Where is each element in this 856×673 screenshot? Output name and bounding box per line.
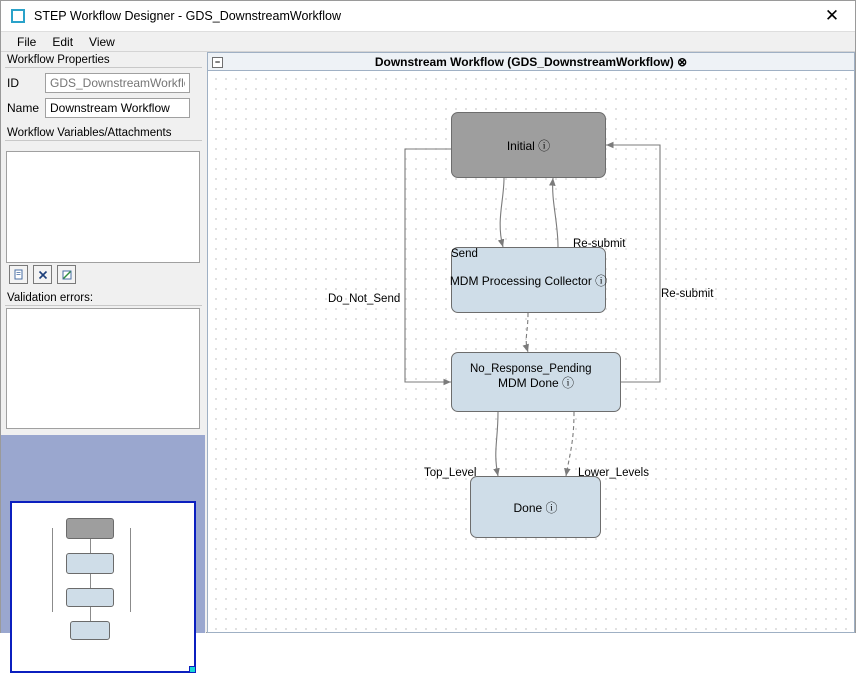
window-title: STEP Workflow Designer - GDS_DownstreamWorkflow (34, 9, 342, 23)
edit-variable-button[interactable] (57, 265, 76, 284)
menu-edit[interactable]: Edit (52, 34, 74, 49)
node-initial[interactable]: Initial ⓘ (451, 112, 606, 178)
overview-edge-2 (90, 574, 91, 588)
canvas-header (207, 52, 855, 71)
edge-label-no-response-pending: No_Response_Pending (470, 363, 592, 375)
app-window-icon (11, 9, 25, 23)
delete-variable-button[interactable] (33, 265, 52, 284)
overview-node-initial (66, 518, 114, 539)
left-panel (1, 52, 206, 633)
properties-divider (5, 67, 202, 68)
menu-bar (1, 32, 855, 52)
name-row (7, 98, 206, 118)
workflow-overview[interactable] (1, 435, 205, 633)
id-row (7, 73, 206, 93)
menu-file[interactable]: File (17, 34, 37, 49)
id-input[interactable] (45, 73, 190, 93)
id-label: ID (7, 76, 19, 90)
close-x-icon (37, 269, 49, 281)
overview-edge-1 (90, 539, 91, 553)
edge-label-resubmit-outer: Re-submit (661, 288, 714, 300)
menu-view[interactable]: View (89, 34, 115, 49)
overview-node-done (70, 621, 110, 640)
edit-pencil-icon (61, 269, 73, 281)
edge-label-top-level: Top_Level (424, 467, 477, 479)
overview-node-mdm-processing (66, 553, 114, 574)
overview-edge-right (130, 528, 131, 612)
edge-label-send: Send (451, 248, 478, 260)
variables-toolbar (9, 265, 76, 284)
validation-errors-title: Validation errors: (7, 292, 94, 304)
canvas-body[interactable] (207, 71, 855, 633)
workflow-properties-title: Workflow Properties (7, 54, 110, 66)
edge-label-lower-levels: Lower_Levels (578, 467, 649, 479)
edge-label-do-not-send: Do_Not_Send (328, 293, 401, 305)
workflow-canvas (207, 52, 855, 633)
name-input[interactable] (45, 98, 190, 118)
edge-label-resubmit-inner: Re-submit (573, 238, 626, 250)
node-mdm-processing-collector[interactable]: MDM Processing Collector ⓘ (451, 247, 606, 313)
title-bar (1, 1, 855, 32)
overview-edge-3 (90, 607, 91, 621)
canvas-title: Downstream Workflow (GDS_DownstreamWorkflow) ⊗ (374, 54, 688, 69)
overview-edge-left (52, 528, 53, 612)
overview-node-mdm-done (66, 588, 114, 607)
overview-resize-handle[interactable] (189, 666, 196, 673)
node-mdm-done[interactable]: MDM Done ⓘ (451, 352, 621, 412)
collapse-icon[interactable]: − (212, 57, 223, 68)
overview-viewport[interactable] (10, 501, 196, 673)
add-variable-button[interactable] (9, 265, 28, 284)
validation-errors-list[interactable] (6, 308, 200, 429)
workflow-variables-list[interactable] (6, 151, 200, 263)
variables-divider (5, 140, 202, 141)
workflow-variables-title: Workflow Variables/Attachments (7, 127, 172, 139)
node-done[interactable]: Done ⓘ (470, 476, 601, 538)
close-icon[interactable]: ✕ (824, 6, 840, 26)
name-label: Name (7, 101, 40, 115)
new-document-icon (13, 269, 25, 281)
validation-divider (5, 305, 202, 306)
